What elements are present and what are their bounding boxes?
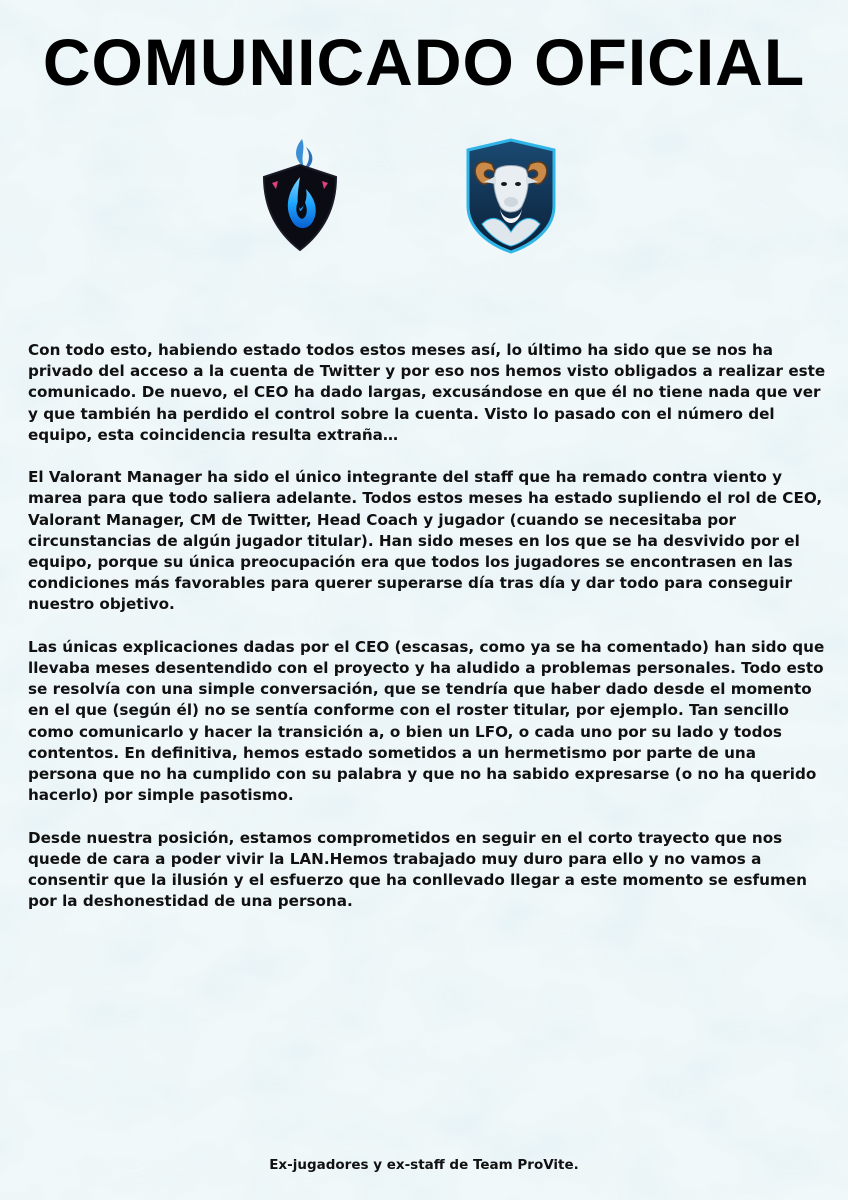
signature: Ex-jugadores y ex-staff de Team ProVite. [269,1157,579,1173]
paragraph: Con todo esto, habiendo estado todos estos meses así, lo último ha sido que se nos ha privado del acceso a la cuenta de Twitter y por eso nos hemos visto obligados a realizar este comunicado. De nuevo, el CEO ha dado largas, excusándose en que él no tiene nada que ver y que también ha perdido el control sobre la cuenta. Visto lo pasado con el número del equipo, esta coincidencia resulta extraña… [28,341,826,444]
goat-mascot-logo [462,136,560,254]
paragraph: Las únicas explicaciones dadas por el CEO (escasas, como ya se ha comentado) han sido que llevaba meses desentendido con el proyecto y ha aludido a problemas personales. Todo esto se resolvía con una simple conversación, que se tendría que haber dado desde el momento en el que (según él) no se sentía conforme con el roster titular, por ejemplo. Tan sencillo como comunicarlo y hacer la transición a, o bien un LFO, o cada uno por su lado y todos contentos. En definitiva, hemos estado sometidos a un hermetismo por parte de una persona que no ha cumplido con su palabra y que no ha sabido expresarse (o no ha querido hacerlo) por simple pasotismo. [28,637,825,805]
team-shield-logo [262,137,338,253]
page-title: COMUNICADO OFICIAL [42,25,806,99]
blue-flame-shield-icon [262,137,338,253]
paragraph: Desde nuestra posición, estamos comprometidos en seguir en el corto trayecto que nos quede de cara a poder vivir la LAN.Hemos trabajado muy duro para ello y no vamos a consentir que la ilusión y el esfuerzo que ha conllevado llegar a este momento se esfumen por la deshonestidad de una persona. [28,828,807,911]
announcement-body [28,340,828,934]
goat-mascot-icon [462,136,560,254]
paragraph: El Valorant Manager ha sido el único integrante del staff que ha remado contra viento y marea para que todo saliera adelante. Todos estos meses ha estado supliendo el rol de CEO, Valorant Manager, CM de Twitter, Head Coach y jugador (cuando se necesitaba por circunstancias de algún jugador titular). Han sido meses en los que se ha desvivido por el equipo, porque su única preocupación era que todos los jugadores se encontrasen en las condiciones más favorables para querer superarse día tras día y dar todo para conseguir nuestro objetivo. [28,468,823,614]
